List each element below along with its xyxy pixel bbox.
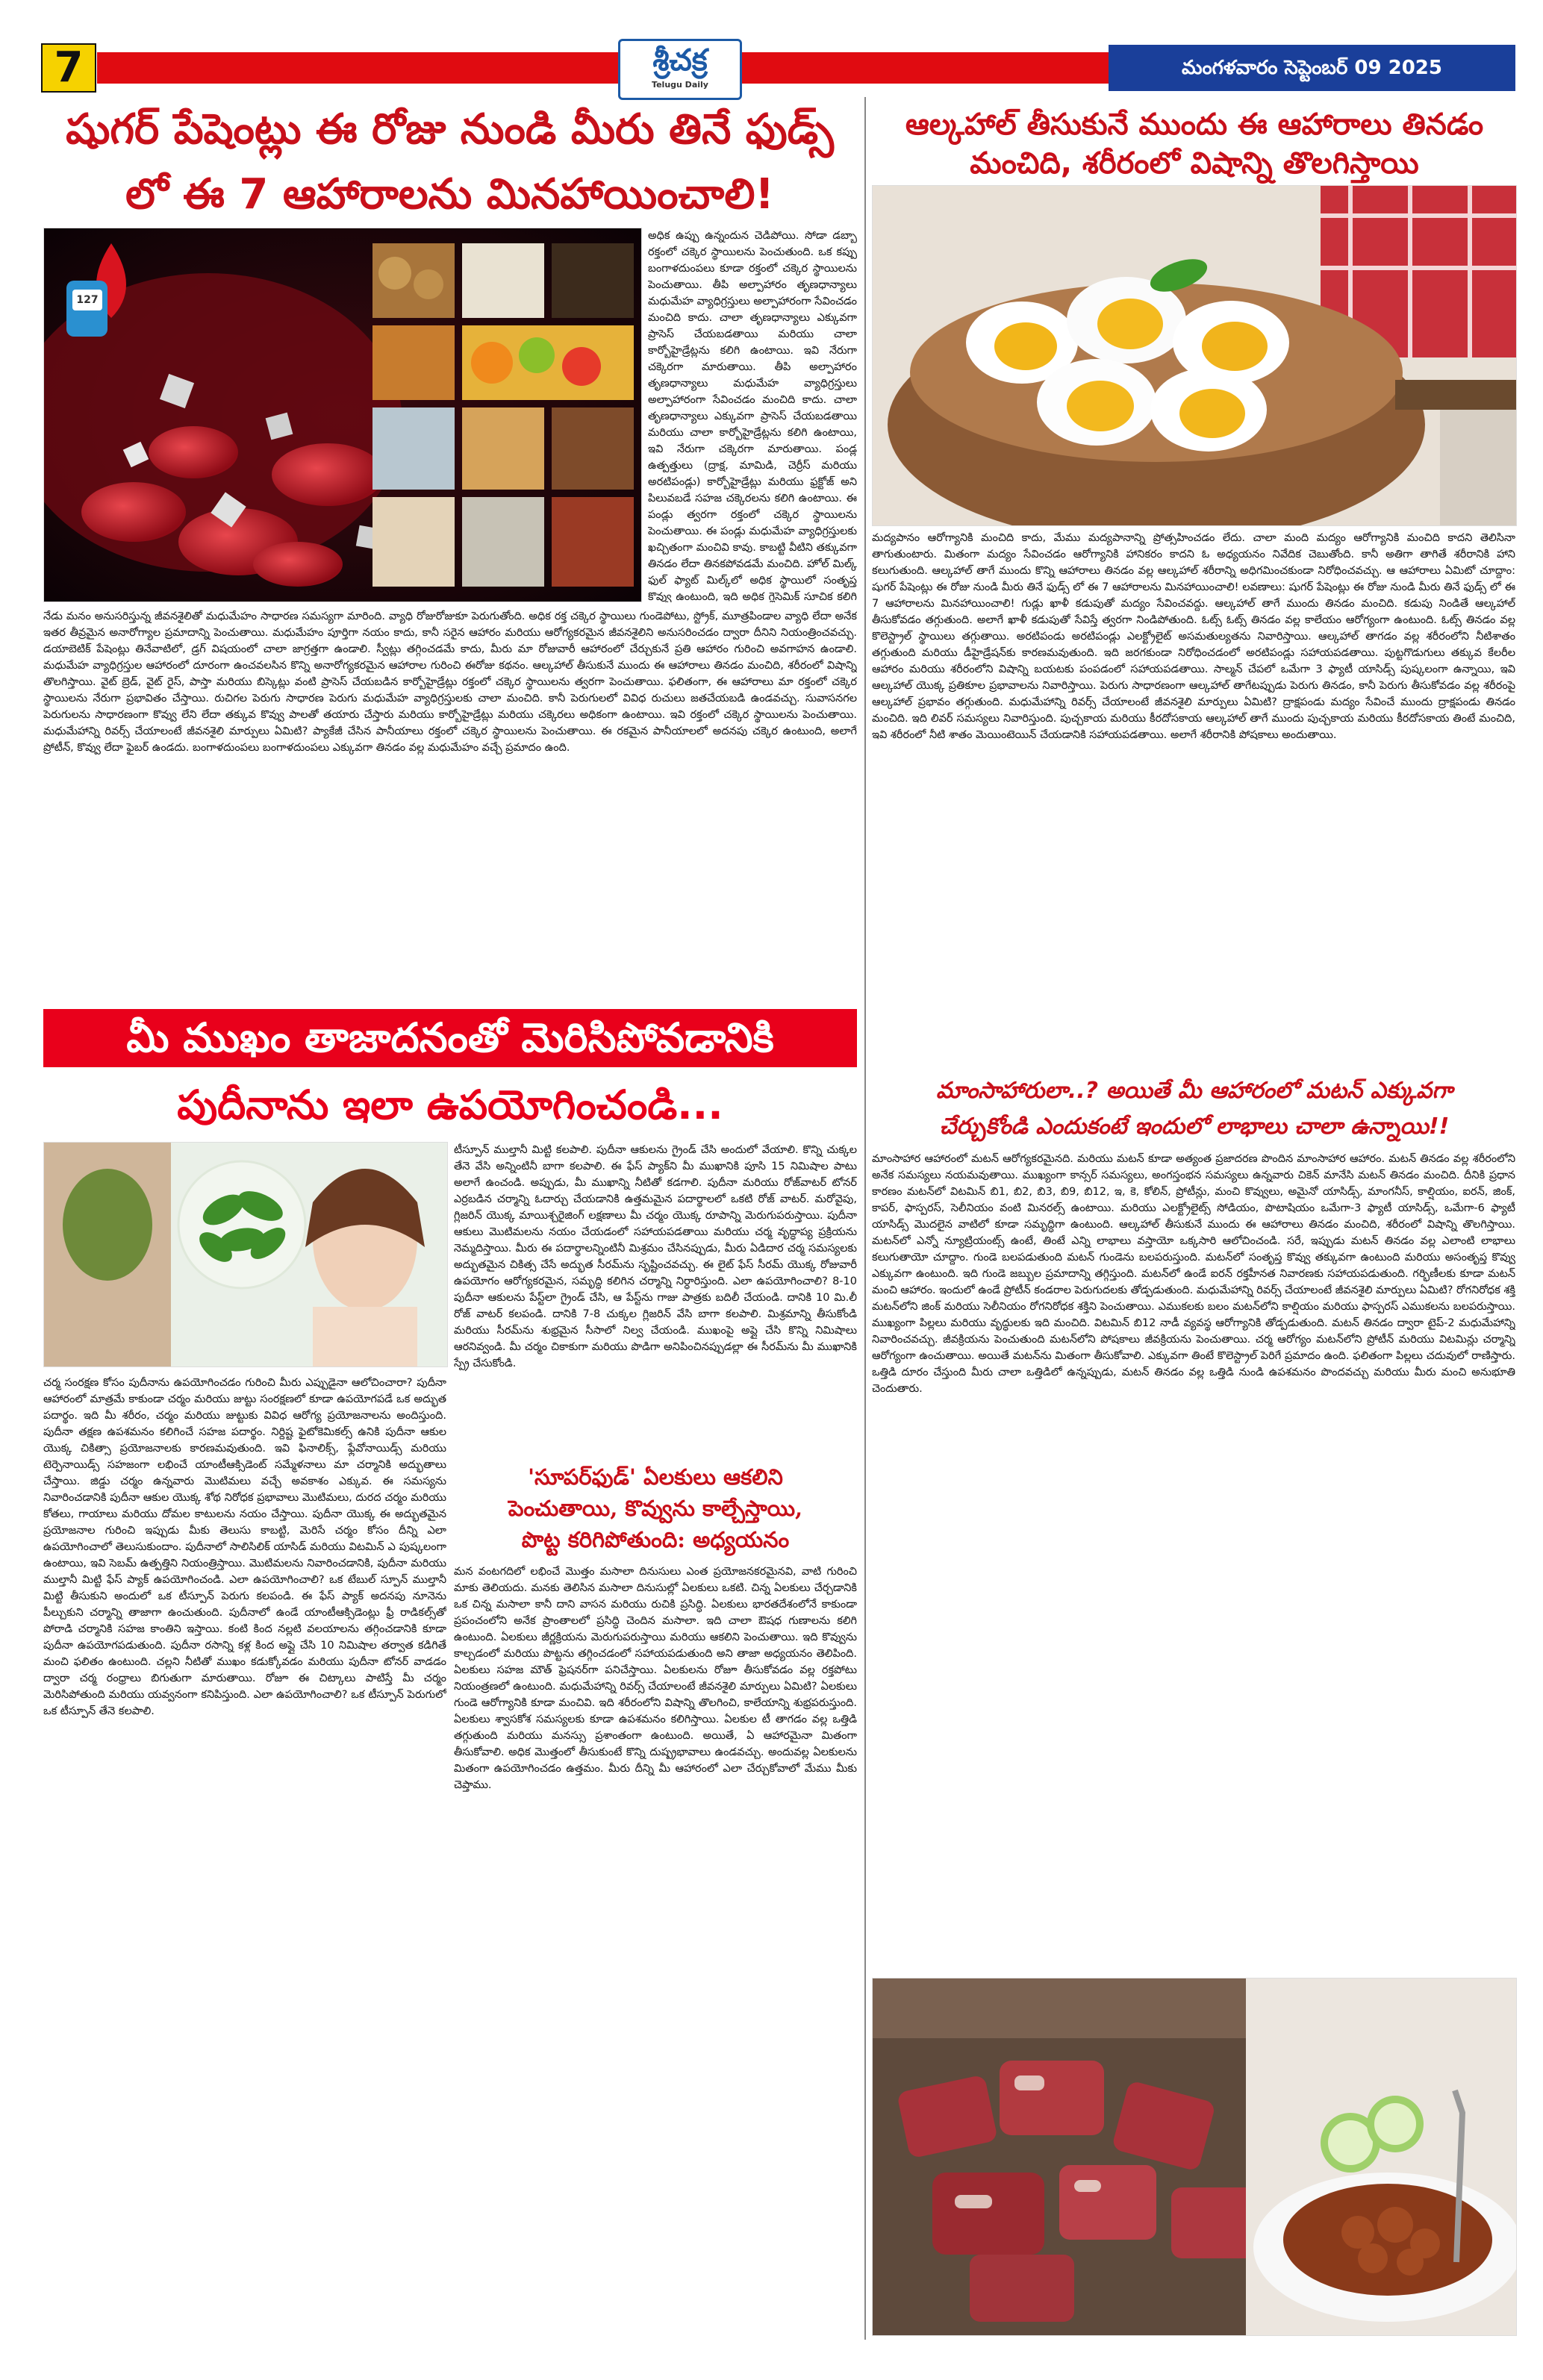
article2-banner-line2: పుదీనాను ఇలా ఉపయోగించండి... — [177, 1081, 723, 1128]
article4-image — [872, 185, 1517, 526]
article3-body: మన వంటగదిలో లభించే మొత్తం మసాలా దినుసులు ఎంత ప్రయోజనకరమైనవి, వాటి గురించి మాకు తెలియదు. మనకు తెలిసిన మసాలా దినుసుల్లో ఏలకులు ఒకటి. చిన్న ఏలకులు చేర్చడానికి ఒక చిన్న మసాలా కానీ దాని వాసన మరియు రుచికి ప్రసిద్ధి. ఏలకులు భారతదేశంలోనే కాకుండా ప్రపంచంలోని అనేక ప్రాంతాలలో ప్రసిద్ధి చెందిన మసాలా. ఇది చాలా ఔషధ గుణాలను కలిగి ఉంటుంది. ఏలకులు జీర్ణక్రియను మెరుగుపరుస్తాయి మరియు ఆకలిని పెంచుతాయి. ఇది కొవ్వును కాల్చడంలో మరియు పొట్టను తగ్గించడంలో సహాయపడుతుంది అని తాజా అధ్యయనం తెలిపింది. ఏలకులు సహజ మౌత్ ఫ్రెషనర్‌గా పనిచేస్తాయి. ఏలకులను రోజూ తీసుకోవడం వల్ల రక్తపోటు నియంత్రణలో ఉంటుంది. మధుమేహాన్ని రివర్స్ చేయాలంటే జీవనశైలి మార్పులు ఏమిటి? ఏలకులు గుండె ఆరోగ్యానికి కూడా మంచివి. ఇది శరీరంలోని విషాన్ని తొలగించి, కాలేయాన్ని శుభ్రపరుస్తుంది. ఏలకులు శ్వాసకోశ సమస్యలకు కూడా ఉపశమనం కలిగిస్తాయి. ఏలకుల టీ తాగడం వల్ల ఒత్తిడి తగ్గుతుంది మరియు మనస్సు ప్రశాంతంగా ఉంటుంది. అయితే, ఏ ఆహారమైనా మితంగా తీసుకోవాలి. అధిక మొత్తంలో తీసుకుంటే కొన్ని దుష్ప్రభావాలు ఉండవచ్చు. అందువల్ల ఏలకులను మితంగా ఉపయోగించడం ఉత్తమం. మీరు దీన్ని మీ ఆహారంలో ఎలా చేర్చుకోవాలో మేము మీకు చెప్తాము. — [454, 1566, 857, 1791]
issue-date: మంగళవారం సెప్టెంబర్ 09 2025 — [1109, 45, 1515, 91]
article1-title-line1: షుగర్ పేషెంట్లు ఈ రోజు నుండి మీరు తినే ఫుడ్స్ — [66, 105, 834, 154]
article3-title-line3: పొట్ట కరిగిపోతుంది: అధ్యయనం — [521, 1527, 790, 1552]
article2-body-left: చర్మ సంరక్షణ కోసం పుదీనాను ఉపయోగించడం గురించి మీరు ఎప్పుడైనా ఆలోచించారా? పుదీనా ఆహారంలో మాత్రమే కాకుండా చర్మం మరియు జుట్టు సంరక్షణలో కూడా ఉపయోగపడే ఒక అద్భుత పదార్థం. ఇది మీ శరీరం, చర్మం మరియు జుట్టుకు వివిధ ఆరోగ్య ప్రయోజనాలను అందిస్తుంది. పుదీనా తక్షణ ఉపశమనం కలిగించే సహజ పదార్థం. నిర్దిష్ట ఫైటోకెమికల్స్ ఉనికి పుదీనా ఆకుల యొక్క చికిత్సా ప్రయోజనాలకు కారణమవుతుంది. ఇవి ఫినాలిక్స్, ఫ్లేవోనాయిడ్స్ మరియు టెర్పెనాయిడ్స్ సహజంగా లభించే యాంటీఆక్సిడెంట్ సమ్మేళనాలు మా చర్మానికి అద్భుతాలు చేస్తాయి. జిడ్డు చర్మం ఉన్నవారు మొటిమలు వచ్చే అవకాశం ఎక్కువ. ఈ సమస్యను నివారించడానికి పుదీనా ఆకుల యొక్క శోథ నిరోధక ప్రభావాలు మొటిమలు, దురద చర్మం మరియు కోతలు, గాయాలు మరియు దోమల కాటులను నయం చేస్తాయి. పుదీనా యొక్క ఈ అద్భుతమైన ప్రయోజనాల గురించి ఇప్పుడు మీకు తెలుసు కాబట్టి, మెరిసే చర్మం కోసం దీన్ని ఎలా ఉపయోగించాలో తెలుసుకుందాం. పుదీనాలో సాలిసిలిక్ యాసిడ్ మరియు విటమిన్ ఎ పుష్కలంగా ఉంటాయి, ఇవి సెబమ్ ఉత్పత్తిని నియంత్రిస్తాయి. మొటిమలను నివారించడానికి, పుదీనా మరియు ముల్తానీ మిట్టి ఫేస్ ప్యాక్ ఉపయోగించండి. ఎలా ఉపయోగించాలి? ఒక టేబుల్ స్పూన్ ముల్తానీ మిట్టి తీసుకుని అందులో ఒక టీస్పూన్ పెరుగు కలపండి. ఈ ఫేస్ ప్యాక్ అదనపు నూనెను పీల్చుకుని చర్మాన్ని తాజాగా ఉంచుతుంది. పుదీనాలో ఉండే యాంటీఆక్సిడెంట్లు ఫ్రీ రాడికల్స్‌తో పోరాడి చర్మానికి సహజ కాంతిని ఇస్తాయి. కంటి కింద నల్లటి వలయాలను తగ్గించడానికి కూడా పుదీనా ఉపయోగపడుతుంది. పుదీనా రసాన్ని కళ్ల కింద అప్లై చేసి 10 నిమిషాల తర్వాత కడిగితే మంచి ఫలితం ఉంటుంది. చల్లని నీటితో ముఖం కడుక్కోవడం మరియు పుదీనా టోనర్ వాడడం ద్వారా చర్మ రంధ్రాలు బిగుతుగా మారుతాయి. రోజూ ఈ చిట్కాలు పాటిస్తే మీ చర్మం మెరిసిపోతుంది మరియు యవ్వనంగా కనిపిస్తుంది. ఎలా ఉపయోగించాలి? ఒక టీస్పూన్ పెరుగులో ఒక టీస్పూన్ తేనె కలపాలి. — [43, 1377, 446, 1717]
article2-banner-line1: మీ ముఖం తాజాదనంతో మెరిసిపోవడానికి — [43, 1009, 857, 1067]
article4-body: మద్యపానం ఆరోగ్యానికి మంచిది కాదు, మేము మద్యపానాన్ని ప్రోత్సహించడం లేదు. చాలా మంది మద్యం ఆరోగ్యానికి మంచిది కాదని తెలిసినా తాగుతుంటారు. మితంగా మద్యం సేవించడం ఆరోగ్యానికి హానికరం కాదని ఓ అధ్యయనం నివేదిక చెబుతోంది. కానీ అతిగా తాగితే శరీరానికి హాని కలుగుతుంది. ఆల్కహాల్ తాగే ముందు కొన్ని ఆహారాలు తినడం వల్ల ఆల్కహాల్ శరీరాన్ని అధిగమించకుండా నిరోధించవచ్చు. ఆ ఆహారాలు ఏమిటో చూద్దాం: షుగర్ పేషెంట్లు ఈ రోజు నుండి మీరు తినే ఫుడ్స్ లో ఈ 7 ఆహారాలను మినహాయించాలి! లవణాలు: షుగర్ పేషెంట్లు ఈ రోజు నుండి మీరు తినే ఫుడ్స్ లో ఈ 7 ఆహారాలను మినహాయించాలి! గుడ్లు ఖాళీ కడుపుతో మద్యం సేవించవద్దు. ఆల్కహాల్ తాగే ముందు తినడం మంచిది. కడుపు నిండితే ఆల్కహాల్ తీసుకోవడం తగ్గుతుంది. అలాగే ఖాళీ కడుపుతో సేవిస్తే త్వరగా నిండిపోతుంది. ఓట్స్ ఓట్స్ తినడం వల్ల కాలేయం ఆరోగ్యంగా ఉంటుంది. ఓట్స్ తినడం వల్ల కొలెస్ట్రాల్ స్థాయిలు తగ్గుతాయి. అరటిపండు అరటిపండ్లు ఎలక్ట్రోలైట్ అసమతుల్యతను నివారిస్తాయి. ఆల్కహాల్ తాగడం వల్ల శరీరంలోని నీటిశాతం తగ్గుతుంది మరియు డీహైడ్రేషన్‌కు కారణమవుతుంది. ఇది జరగకుండా నిరోధించడంలో అరటిపండ్లు సహాయపడతాయి. పుట్టగొడుగులు తక్కువ కేలరీల ఆహారం మరియు శరీరంలోని విషాన్ని బయటకు పంపడంలో సహాయపడతాయి. సాల్మన్ చేపలో ఒమేగా 3 ఫ్యాటీ యాసిడ్స్ పుష్కలంగా ఉన్నాయి, ఇవి ఆల్కహాల్ యొక్క ప్రతికూల ప్రభావాలను నివారిస్తాయి. పెరుగు సాధారణంగా ఆల్కహాల్ తాగేటప్పుడు పెరుగు తినడం, కానీ పెరుగు తీసుకోవడం వల్ల శరీరంపై ఆల్కహాల్ ప్రభావం తగ్గుతుంది. మధుమేహాన్ని రివర్స్ చేయాలంటే జీవనశైలి మార్పులు ఏమిటి? ద్రాక్షపండు మద్యం సేవించే ముందు ద్రాక్షపండు తినడం మంచిది. ఇది లివర్ సమస్యలు నివారిస్తుంది. పుచ్చకాయ మరియు కీరదోసకాయ ఆల్కహాల్ తాగే ముందు పుచ్చకాయ మరియు కీరదోసకాయ తింటే మంచిది, ఇవి శరీరంలో నీటి శాతం మెయింటెయిన్ చేయడానికి సహాయపడతాయి. అలాగే శరీరానికి పోషకాలు అందుతాయి. — [872, 532, 1515, 741]
article4-title-line1: ఆల్కహాల్ తీసుకునే ముందు ఈ ఆహారాలు తినడం — [905, 107, 1484, 142]
article5-title-line1: మాంసాహారులా..? అయితే మీ ఆహారంలో మటన్ ఎక్కువగా — [935, 1078, 1453, 1104]
article1-title-line2: లో ఈ 7 ఆహారాలను మినహాయించాలి! — [125, 170, 774, 219]
newspaper-logo — [618, 39, 742, 100]
article2-body-right: టీస్పూన్ ముల్తానీ మిట్టి కలపాలి. పుదీనా ఆకులను గ్రైండ్ చేసి అందులో వేయాలి. కొన్ని చుక్కల తేనె వేసి అన్నింటినీ బాగా కలపాలి. ఈ ఫేస్ ప్యాక్‌ని మీ ముఖానికి పూసి 15 నిమిషాల పాటు అలాగే ఉంచండి. అప్పుడు, మీ ముఖాన్ని నీటితో కడగాలి. పుదీనా మరియు రోజ్‌వాటర్ టోనర్ ఎర్రబడిన చర్మాన్ని ఓదార్చు చేయడానికి ఉత్తమమైన పదార్థాలలో ఒకటి రోజ్ వాటర్. మరోవైపు, గ్లిజరిన్ యొక్క మాయిశ్చరైజింగ్ లక్షణాలు మీ చర్మం యొక్క రూపాన్ని మెరుగుపరుస్తాయి. పుదీనా ఆకులు మొటిమలను నయం చేయడంలో సహాయపడతాయి మరియు చర్మ వృద్ధాప్య ప్రక్రియను నెమ్మదిస్తాయి. మీరు ఈ పదార్థాలన్నింటినీ మిశ్రమం చేసినప్పుడు, మీరు ఏడిదార చర్మ సమస్యలకు అద్భుతమైన చికిత్స చేసే అద్భుత సీరమ్‌ను సృష్టించవచ్చు. ఈ లైట్ ఫేస్ సీరమ్ యొక్క రోజువారీ ఉపయోగం ఆరోగ్యకరమైన, సమృద్ధి కలిగిన చర్మాన్ని నిర్ధారిస్తుంది. ఎలా ఉపయోగించాలి? 8-10 పుదీనా ఆకులను పేస్ట్‌లా గ్రైండ్ చేసి, ఆ పేస్ట్‌ను గాజు పాత్రకు బదిలీ చేయండి. దానికి 10 మి.లీ రోజ్ వాటర్ కలపండి. దానికి 7-8 చుక్కల గ్లిజరిన్ వేసి బాగా కలపాలి. మిశ్రమాన్ని తీసుకోండి మరియు సీరమ్‌ను శుభ్రమైన సీసాలో నిల్వ చేయండి. ముఖంపై అప్లై చేసి కొన్ని నిమిషాలు ఆరనివ్వండి. మీ చర్మం చికాకుగా మరియు పొడిగా అనిపించినప్పుడల్లా ఈ సీరమ్‌ను మీ ముఖానికి స్ప్రే చేసుకోండి. — [454, 1144, 857, 1369]
article3-title-line2: పెంచుతాయి, కొవ్వును కాల్చేస్తాయి, — [508, 1496, 803, 1521]
article1-body-right: అధిక ఉప్పు ఉన్నందున చెడిపోయి. సోడా డబ్బా రక్తంలో చక్కెర స్థాయిలను పెంచుతుంది. ఒక కప్పు బంగాళదుంపలు కూడా రక్తంలో చక్కెర స్థాయిలను పెంచుతాయి. తీపి అల్పాహారం తృణధాన్యాలు మధుమేహ వ్యాధిగ్రస్తులు అల్పాహారంగా సేవించడం మంచిది కాదు. చాలా తృణధాన్యాలు ఎక్కువగా ప్రాసెస్ చేయబడతాయి మరియు చాలా కార్బోహైడ్రేట్లను కలిగి ఉంటాయి. ఇవి నేరుగా చక్కెరగా మారుతాయి. తీపి అల్పాహారం తృణధాన్యాలు మధుమేహ వ్యాధిగ్రస్తులు అల్పాహారంగా సేవించడం మంచిది కాదు. చాలా తృణధాన్యాలు ఎక్కువగా ప్రాసెస్ చేయబడతాయి మరియు చాలా కార్బోహైడ్రేట్లను కలిగి ఉంటాయి, ఇవి నేరుగా చక్కెరగా మారుతాయి. పండ్ల ఉత్పత్తులు (ద్రాక్ష, మామిడి, చెర్రీస్ మరియు అరటిపండ్లు) కార్బోహైడ్రేట్లు మరియు ఫ్రక్టోజ్ అని పిలువబడే సహజ చక్కెరలను కలిగి ఉంటాయి. ఈ పండ్లు త్వరగా రక్తంలో చక్కెర స్థాయిలను పెంచుతాయి. ఈ పండ్లు మధుమేహ వ్యాధిగ్రస్తులకు ఖచ్చితంగా మంచివి కావు. కాబట్టి వీటిని తక్కువగా తినడం లేదా తినకపోవడమే మంచిది. హోల్ మిల్క్ ఫుల్ ఫ్యాట్ మిల్క్‌లో అధిక స్థాయిలో సంతృప్త కొవ్వు ఉంటుంది, ఇది అధిక గ్లైసెమిక్ సూచిక కలిగి — [648, 230, 857, 602]
column-divider — [864, 97, 866, 2340]
article1-body-bottom: నేడు మనం అనుసరిస్తున్న జీవనశైలితో మధుమేహం సాధారణ సమస్యగా మారింది. వ్యాధి రోజురోజుకూ పెరుగుతోంది. అధిక రక్త చక్కెర స్థాయిలు గుండెపోటు, స్ట్రోక్, మూత్రపిండాల వ్యాధి లేదా అనేక ఇతర తీవ్రమైన అనారోగ్యాల ప్రమాదాన్ని పెంచుతాయి. మధుమేహం పూర్తిగా నయం కాదు, కానీ సరైన ఆహారం మరియు ఆరోగ్యకరమైన జీవనశైలిని అనుసరించడం ద్వారా దీనిని నియంత్రించవచ్చు. డయాబెటిక్ పేషెంట్లు తినేవాటిలో, డ్రగ్ విషయంలో చాలా జాగ్రత్తగా ఉండాలి. స్వీట్లు తగ్గించడమే కాదు, మీరు మా రోజువారీ ఆహారంలో చేర్చుకునే ప్రతి ఆహారం గురించి అవగాహన ఉండాలి. మధుమేహ వ్యాధిగ్రస్తుల ఆహారంలో దూరంగా ఉంచవలసిన కొన్ని అనారోగ్యకరమైన ఆహారాల గురించి ఈరోజు కథనం. ఆల్కహాల్ తీసుకునే ముందు ఈ ఆహారాలు తినడం మంచిది, శరీరంలో విషాన్ని తొలగిస్తాయి. వైట్ బ్రెడ్, వైట్ రైస్, పాస్తా మరియు బిస్కెట్లు వంటి ప్రాసెస్ చేయబడిన కార్బోహైడ్రేట్లు రక్తంలో చక్కెర స్థాయిలను త్వరగా పెంచుతాయి. ఫలితంగా, ఈ ఆహారాలు మా రక్తంలో చక్కెర స్థాయిలను నేరుగా ప్రభావితం చేస్తాయి. రుచిగల పెరుగు సాధారణ పెరుగు మధుమేహ వ్యాధిగ్రస్తులకు చాలా మంచిది. కానీ పెరుగులలో వివిధ రుచులు జతచేయబడి ఉండవచ్చు. సువాసనగల పెరుగులను సాధారణంగా కొవ్వు లేని లేదా తక్కువ కొవ్వు పాలతో తయారు చేస్తారు మరియు కార్బోహైడ్రేట్లు మరియు చక్కెరలు అధికంగా ఉంటాయి. ఇవి రక్తంలో చక్కెర స్థాయిలను పెంచుతాయి. మధుమేహాన్ని రివర్స్ చేయాలంటే జీవనశైలి మార్పులు ఏమిటి? ప్యాకేజీ చేసిన పానీయాలు రక్తంలో చక్కెర స్థాయిలను పెంచుతాయి. ఈ రకమైన పానీయాలలో అదనపు చక్కెర ఉంటుంది, అలాగే ప్రోటీన్, కొవ్వు లేదా ఫైబర్ ఉండదు. బంగాళదుంపలు బంగాళదుంపలు ఎక్కువగా తినడం వల్ల మధుమేహం వచ్చే ప్రమాదం ఉంది. — [43, 610, 857, 754]
logo-subtitle: Telugu Daily — [652, 80, 708, 90]
article5-image — [872, 1978, 1517, 2336]
logo-text: శ్రీచక్ర — [652, 43, 708, 78]
glucose-meter-reading: 127 — [76, 294, 99, 306]
article2-image — [43, 1142, 448, 1367]
article1-image — [43, 228, 642, 602]
page-number: 7 — [41, 43, 96, 93]
article5-body: మాంసాహార ఆహారంలో మటన్ ఆరోగ్యకరమైనది. మరియు మటన్ కూడా అత్యంత ప్రజాదరణ పొందిన మాంసాహార ఆహారం. మటన్ తినడం వల్ల శరీరంలోని అనేక సమస్యలు నయమవుతాయి. ముఖ్యంగా కాన్సర్ సమస్యలు, అంగస్తంభన సమస్యలు ఉన్నవారు చికెన్ మానేసి మటన్ తినడం మంచిది. దీనికి ప్రధాన కారణం మటన్‌లో విటమిన్ బి1, బి2, బి3, బి9, బి12, ఇ, కె, కోలిన్, ప్రోటీన్లు, మంచి కొవ్వులు, అమైనో యాసిడ్స్, మాంగనీస్, కాల్షియం, ఐరన్, జింక్, కాపర్, ఫాస్పరస్, సెలీనియం వంటి మినరల్స్ ఉంటాయి. మరియు ఎలక్ట్రోలైట్స్ సోడియం, పొటాషియం ఒమేగా-3 ఫ్యాటీ యాసిడ్స్, ఒమేగా-6 ఫ్యాటీ యాసిడ్స్ మొదలైన వాటిలో కూడా సమృద్ధిగా ఉంటుంది. ఆల్కహాల్ తీసుకునే ముందు ఈ ఆహారాలు తినడం మంచిది, శరీరంలో విషాన్ని తొలగిస్తాయి. మటన్‌లో ఎన్నో న్యూట్రియంట్స్ ఉంటే, తింటే ఎన్ని లాభాలు వస్తాయో ఒక్కసారి ఆలోచించండి. సరే, ఇప్పుడు మటన్ తినడం వల్ల ఎలాంటి లాభాలు కలుగుతాయో చూద్దాం. గుండె బలపడుతుంది మటన్ గుండెను బలపరుస్తుంది. మటన్‌లో సంతృప్త కొవ్వు తక్కువగా ఉంటుంది మరియు అసంతృప్త కొవ్వు ఎక్కువగా ఉంటుంది. ఇది గుండె జబ్బుల ప్రమాదాన్ని తగ్గిస్తుంది. మటన్‌లో ఉండే ఐరన్ రక్తహీనత నివారణకు సహాయపడుతుంది. గర్భిణీలకు కూడా మటన్ మంచి ఆహారం. ఇందులో ఉండే ప్రోటీన్ కండరాల పెరుగుదలకు తోడ్పడుతుంది. మధుమేహాన్ని రివర్స్ చేయాలంటే జీవనశైలి మార్పులు ఏమిటి? రోగనిరోధక శక్తి మటన్‌లోని జింక్ మరియు సెలీనియం రోగనిరోధక శక్తిని పెంచుతాయి. ఎముకలకు బలం మటన్‌లోని కాల్షియం మరియు ఫాస్పరస్ ఎముకలను బలపరుస్తాయి. ముఖ్యంగా పిల్లలు మరియు వృద్ధులకు ఇది మంచిది. విటమిన్ బి12 నాడీ వ్యవస్థ ఆరోగ్యానికి తోడ్పడుతుంది. మటన్ తినడం ద్వారా టైప్-2 మధుమేహాన్ని నివారించవచ్చు. జీవక్రియను పెంచుతుంది మటన్‌లోని పోషకాలు జీవక్రియను పెంచుతాయి. చర్మ ఆరోగ్యం మటన్‌లోని ప్రోటీన్ మరియు విటమిన్లు చర్మాన్ని ఆరోగ్యంగా ఉంచుతాయి. అయితే మటన్‌ను మితంగా తీసుకోవాలి. ఎక్కువగా తింటే కొలెస్ట్రాల్ పెరిగే ప్రమాదం ఉంది. ఫలితంగా పిల్లలు చదువులో రాణిస్తారు. ఒత్తిడి దూరం చేస్తుంది మీరు చాలా ఒత్తిడిలో ఉన్నప్పుడు, మటన్ తినడం వల్ల ఒత్తిడి నుండి ఉపశమనం పొందవచ్చు మరియు మీరు మంచి అనుభూతి చెందుతారు. — [872, 1153, 1515, 1395]
article5-title-line2: చేర్చుకోండి ఎందుకంటే ఇందులో లాభాలు చాలా ఉన్నాయి!! — [939, 1114, 1450, 1140]
article3-title-line1: 'సూపర్‌ఫుడ్' ఏలకులు ఆకలిని — [528, 1464, 783, 1490]
article4-title-line2: మంచిది, శరీరంలో విషాన్ని తొలగిస్తాయి — [970, 146, 1419, 181]
page-header — [0, 0, 1543, 92]
